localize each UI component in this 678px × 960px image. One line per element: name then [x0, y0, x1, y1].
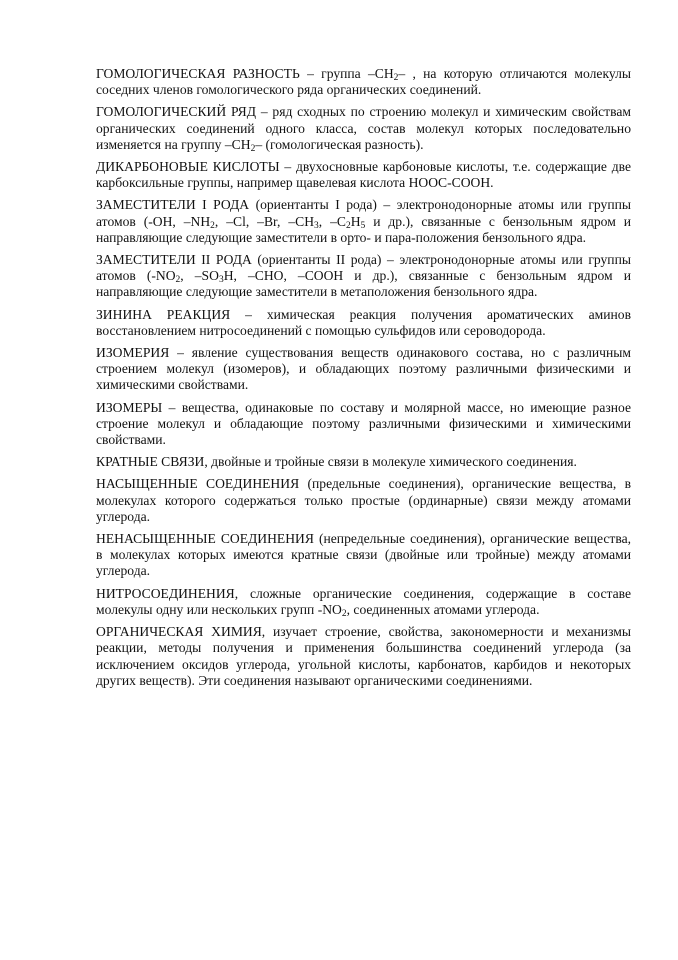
definition-text: – ряд сходных по строению молекул и химическим свойствам органических соединений одного класса, состав молекул которых последовательно изменяется на группу –CH: [96, 104, 631, 152]
subscript: 3: [314, 220, 319, 231]
glossary-term: ОРГАНИЧЕСКАЯ ХИМИЯ: [96, 624, 262, 640]
glossary-entry: [96, 345, 631, 394]
definition-text: , –Cl, –Br, –CH: [214, 213, 315, 229]
definition-text: (предельные соединения), органические вещества, в молекулах которого содержаться только простые (ординарные) связи между атомами углерода.: [96, 476, 631, 524]
glossary-definition: [96, 345, 631, 392]
definition-text: – (гомологическая разность).: [255, 136, 424, 152]
glossary-term: НИТРОСОЕДИНЕНИЯ: [96, 585, 235, 601]
definition-text: (ориентанты II рода) – электронодонорные атомы или группы атомов (-NO: [96, 252, 631, 284]
definition-text: (ориентанты I рода) – электронодонорные атомы или группы атомов (-OH, –NH: [96, 197, 631, 229]
subscript: 2: [345, 220, 351, 231]
glossary-term: ИЗОМЕРЫ: [96, 399, 163, 415]
glossary-entry: [96, 531, 631, 580]
glossary-term: НАСЫЩЕННЫЕ СОЕДИНЕНИЯ: [96, 476, 300, 492]
glossary-term: ДИКАРБОНОВЫЕ КИСЛОТЫ: [96, 159, 280, 175]
definition-text: – вещества, одинаковые по составу и молярной массе, но имеющие разное строение молекул и обладающие поэтому различными физическими и химическими свойствами.: [96, 399, 631, 448]
glossary-definition: [96, 400, 631, 447]
glossary-term: ГОМОЛОГИЧЕСКАЯ РАЗНОСТЬ: [96, 66, 300, 81]
definition-text: , соединенных атомами углерода.: [346, 601, 540, 617]
glossary-term: НЕНАСЫЩЕННЫЕ СОЕДИНЕНИЯ: [96, 531, 314, 547]
glossary-definition: [204, 454, 577, 469]
glossary-entry: [96, 307, 631, 339]
subscript: 5: [360, 220, 366, 231]
glossary-term: ГОМОЛОГИЧЕСКИЙ РЯД: [96, 104, 257, 120]
subscript: 2: [250, 143, 256, 154]
glossary-term: ЗАМЕСТИТЕЛИ I РОДА: [96, 197, 250, 213]
glossary-entry: [96, 252, 631, 301]
definition-text: (непредельные соединения), органические вещества, в молекулах которых имеются кратные связи (двойные или тройные) между атомами углерода.: [96, 531, 631, 579]
definition-text: , двойные и тройные связи в молекуле химического соединения.: [204, 454, 577, 470]
glossary-entry: [96, 454, 631, 470]
glossary-term: КРАТНЫЕ СВЯЗИ: [96, 454, 205, 470]
glossary-entry: [96, 400, 631, 449]
definition-text: H, –CHO, –COOH и др.), связанные с бензольным ядром и направляющие следующие заместители в метаположения бензольного ядра.: [96, 268, 631, 300]
glossary-term: ЗИНИНА РЕАКЦИЯ: [96, 306, 231, 322]
glossary-entry: [96, 104, 631, 153]
definition-text: H: [350, 213, 361, 229]
definition-text: , –C: [318, 213, 346, 229]
subscript: 2: [393, 73, 399, 83]
subscript: 2: [341, 608, 347, 619]
subscript: 2: [175, 275, 181, 286]
glossary-entry: [96, 476, 631, 525]
glossary-entry: [96, 159, 631, 191]
glossary-term: ЗАМЕСТИТЕЛИ II РОДА: [96, 252, 252, 268]
definition-text: , сложные органические соединения, содержащие в составе молекулы одну или нескольких групп -NO: [96, 585, 631, 617]
glossary-entry: [96, 66, 631, 98]
glossary-page: [96, 66, 631, 695]
definition-text: и др.), связанные с бензольным ядром и направляющие следующие заместители в орто- и пара-положения бензольного ядра.: [96, 213, 631, 245]
definition-text: – явление существования веществ одинакового состава, но с различным строением молекул (изомеров), и обладающих поэтому различными физическими и химическими свойствами.: [96, 345, 631, 393]
definition-text: , изучает строение, свойства, закономерности и механизмы реакции, методы получения и применения большинства соединений углерода (за исключением оксидов углерода, угольной кислоты, карбонатов, карбидов и некоторых других веществ). Эти соединения называют органическими соединениями.: [96, 624, 631, 688]
definition-text: – химическая реакция получения ароматических аминов восстановлением нитросоединений с помощью сульфидов или сероводорода.: [96, 306, 631, 338]
definition-text: – группа –CH: [299, 66, 394, 81]
glossary-entry: [96, 624, 631, 689]
subscript: 2: [210, 220, 215, 231]
definition-text: – , на которую отличаются молекулы соседних членов гомологического ряда органических соединений.: [96, 66, 631, 98]
definition-text: – двухосновные карбоновые кислоты, т.е. содержащие две карбоксильные группы, например щавелевая кислота HOOC-COOH.: [96, 159, 631, 191]
subscript: 3: [218, 275, 224, 286]
glossary-entry: [96, 586, 631, 618]
glossary-term: ИЗОМЕРИЯ: [96, 345, 170, 361]
definition-text: , –SO: [180, 268, 219, 284]
glossary-entry: [96, 197, 631, 246]
